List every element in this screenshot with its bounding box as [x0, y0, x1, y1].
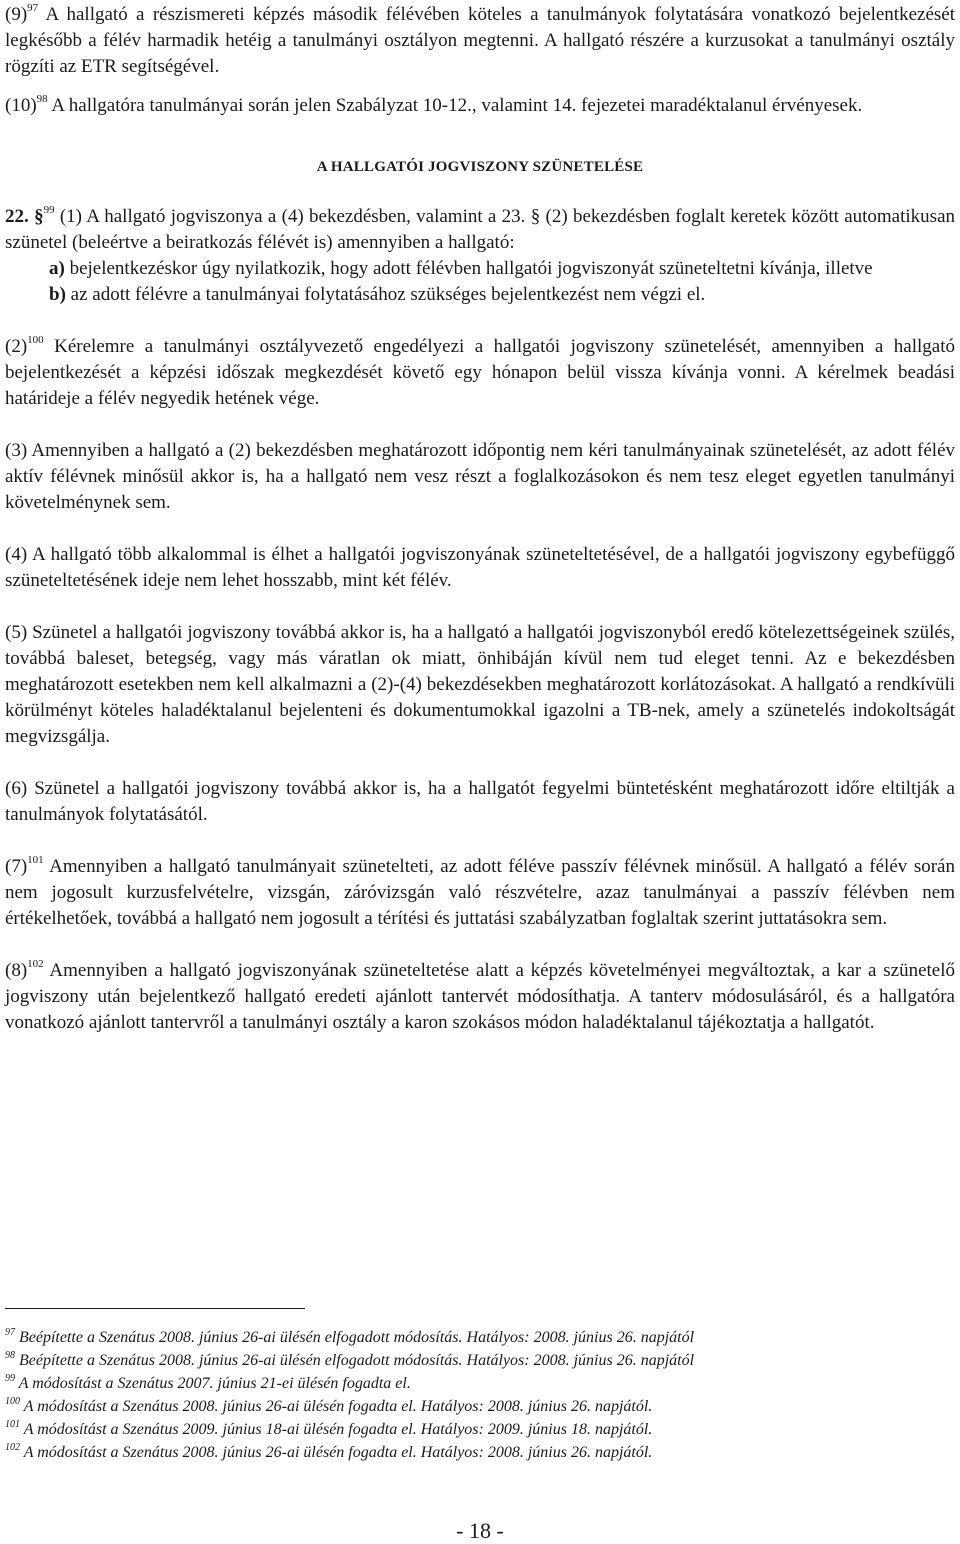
footnote-ref[interactable]: 102 — [27, 958, 44, 970]
paragraph-4: (4) A hallgató több alkalommal is élhet a hallgatói jogviszonyának szüneteltetésével, de a hallgatói jogviszony egybefüggő szüneteltetésének ideje nem lehet hosszabb, mint két félév. — [5, 544, 955, 591]
paragraph-3: (3) Amennyiben a hallgató a (2) bekezdésben meghatározott időpontig nem kéri tanulmányainak szünetelését, az adott félév aktív félévnek minősül akkor is, ha a hallgató nem vesz részt a foglalkozásokon és nem tesz eleget egyetlen tanulmányi követelménynek sem. — [5, 440, 955, 513]
document-page — [5, 0, 956, 1543]
section-sign: § — [34, 206, 44, 227]
section-number: 22. — [5, 206, 29, 227]
paragraph-number: (9) — [5, 4, 28, 25]
footnote — [5, 1395, 955, 1418]
footnote — [5, 1349, 955, 1372]
list-text: az adott félévre a tanulmányai folytatásához szükséges bejelentkezést nem végzi el. — [65, 284, 706, 305]
footnote — [5, 1441, 955, 1464]
footnote — [5, 1418, 955, 1441]
paragraph-number: (8) — [5, 960, 28, 981]
paragraph-text: A hallgatóra tanulmányai során jelen Szabályzat 10-12., valamint 14. fejezetei maradéktalanul érvényesek. — [47, 95, 863, 116]
footnote-number: 97 — [5, 1327, 15, 1338]
paragraph-text: Amennyiben a hallgató jogviszonyának szüneteltetése alatt a képzés követelményei megváltoztak, a kar a szünetelő jogviszony után bejelentkező hallgató eredeti ajánlott tantervét módosíthatja. A tanterv módosulásáról, és a hallgatóra vonatkozó ajánlott tantervről a tanulmányi osztály a karon szokásos módon haladéktalanul tájékoztatja a hallgatót. — [5, 960, 955, 1033]
paragraph-2 — [5, 334, 955, 412]
footnotes — [5, 1326, 955, 1464]
paragraph-text: Amennyiben a hallgató tanulmányait szünetelteti, az adott féléve passzív félévnek minősül. A hallgató a félév során nem jogosult kurzusfelvételre, vizsgán, záróvizsgán való részvételre, azaz tanulmányai a passzív félévben nem értékelhetőek, továbbá a hallgató nem jogosult a térítési és juttatási szabályzatban foglaltak szerint juttatásokra sem. — [5, 856, 955, 929]
footnote-number: 101 — [5, 1419, 20, 1430]
footnote-ref[interactable]: 97 — [27, 2, 39, 14]
paragraph-text: A hallgató a részismereti képzés második félévében köteles a tanulmányok folytatására vonatkozó bejelentkezését legkésőbb a félév harmadik hetéig a tanulmányi osztályon megtenni. A hallgató részére a kurzusokat a tanulmányi osztály rögzíti az ETR segítségével. — [5, 4, 955, 77]
footnote — [5, 1326, 955, 1349]
page-number: - 18 - — [456, 1518, 504, 1543]
list-item-a — [5, 256, 955, 282]
footnote-number: 100 — [5, 1396, 20, 1407]
footnote-ref[interactable]: 98 — [36, 93, 48, 105]
paragraph-number: (7) — [5, 856, 28, 877]
footnote-ref[interactable]: 99 — [43, 204, 55, 216]
footnote-ref[interactable]: 100 — [27, 334, 44, 346]
paragraph-10 — [5, 93, 955, 119]
paragraph-6: (6) Szünetel a hallgatói jogviszony továbbá akkor is, ha a hallgatót fegyelmi büntetésként meghatározott időre eltiltják a tanulmányok folytatásától. — [5, 778, 955, 825]
paragraph-number: (2) — [5, 336, 28, 357]
footnote-text: A módosítást a Szenátus 2008. június 26-ai ülésén fogadta el. Hatályos: 2008. június 26. napjától. — [20, 1444, 653, 1461]
list-label: b) — [49, 284, 66, 305]
footnote-divider — [5, 1308, 305, 1309]
list-text: bejelentkezéskor úgy nyilatkozik, hogy adott félévben hallgatói jogviszonyát szüneteltetni kívánja, illetve — [64, 258, 873, 279]
footnote-text: A módosítást a Szenátus 2008. június 26-ai ülésén fogadta el. Hatályos: 2008. június 26. napjától. — [20, 1398, 653, 1415]
footnote-text: Beépítette a Szenátus 2008. június 26-ai ülésén elfogadott módosítás. Hatályos: 2008. június 26. napjától — [15, 1352, 695, 1369]
footnote — [5, 1372, 955, 1395]
footnote-text: Beépítette a Szenátus 2008. június 26-ai ülésén elfogadott módosítás. Hatályos: 2008. június 26. napjától — [15, 1329, 695, 1346]
paragraph-text: (1) A hallgató jogviszonya a (4) bekezdésben, valamint a 23. § (2) bekezdésben foglalt keretek között automatikusan szünetel (beleértve a beiratkozás félévét is) amennyiben a hallgató: — [5, 206, 956, 253]
paragraph-text: Kérelemre a tanulmányi osztályvezető engedélyezi a hallgatói jogviszony szünetelését, amennyiben a hallgató bejelentkezését a képzési időszak megkezdését követő egy hónapon belül vissza kívánja vonni. A kérelmek beadási határideje a félév negyedik hetének vége. — [5, 336, 955, 409]
paragraph-number: (10) — [5, 95, 37, 116]
list-item-b — [5, 282, 955, 308]
footnote-ref[interactable]: 101 — [27, 854, 44, 866]
footnote-text: A módosítást a Szenátus 2007. június 21-ei ülésén fogadta el. — [15, 1375, 411, 1392]
paragraph-7 — [5, 854, 955, 932]
footnote-number: 99 — [5, 1373, 15, 1384]
paragraph-8 — [5, 958, 955, 1036]
list-label: a) — [49, 258, 65, 279]
footnote-text: A módosítást a Szenátus 2009. június 18-ai ülésén fogadta el. Hatályos: 2009. június 18. napjától. — [20, 1421, 653, 1438]
footnote-number: 98 — [5, 1350, 15, 1361]
paragraph-9 — [5, 2, 955, 80]
footnote-number: 102 — [5, 1442, 20, 1453]
paragraph-5: (5) Szünetel a hallgatói jogviszony továbbá akkor is, ha a hallgató a hallgatói jogviszonyból eredő kötelezettségeinek szülés, továbbá baleset, betegség, vagy más váratlan ok miatt, önhibáján kívül nem tud eleget tenni. Az e bekezdésben meghatározott esetekben nem kell alkalmazni a (2)-(4) bekezdésekben meghatározott korlátozásokat. A hallgató a rendkívüli körülményt köteles haladéktalanul bejelenteni és dokumentumokkal igazolni a TB-nek, amely a szünetelés indokoltságát megvizsgálja. — [5, 622, 955, 747]
section-heading: A HALLGATÓI JOGVISZONY SZÜNETELÉSE — [316, 159, 644, 175]
section-22-intro — [5, 204, 955, 256]
